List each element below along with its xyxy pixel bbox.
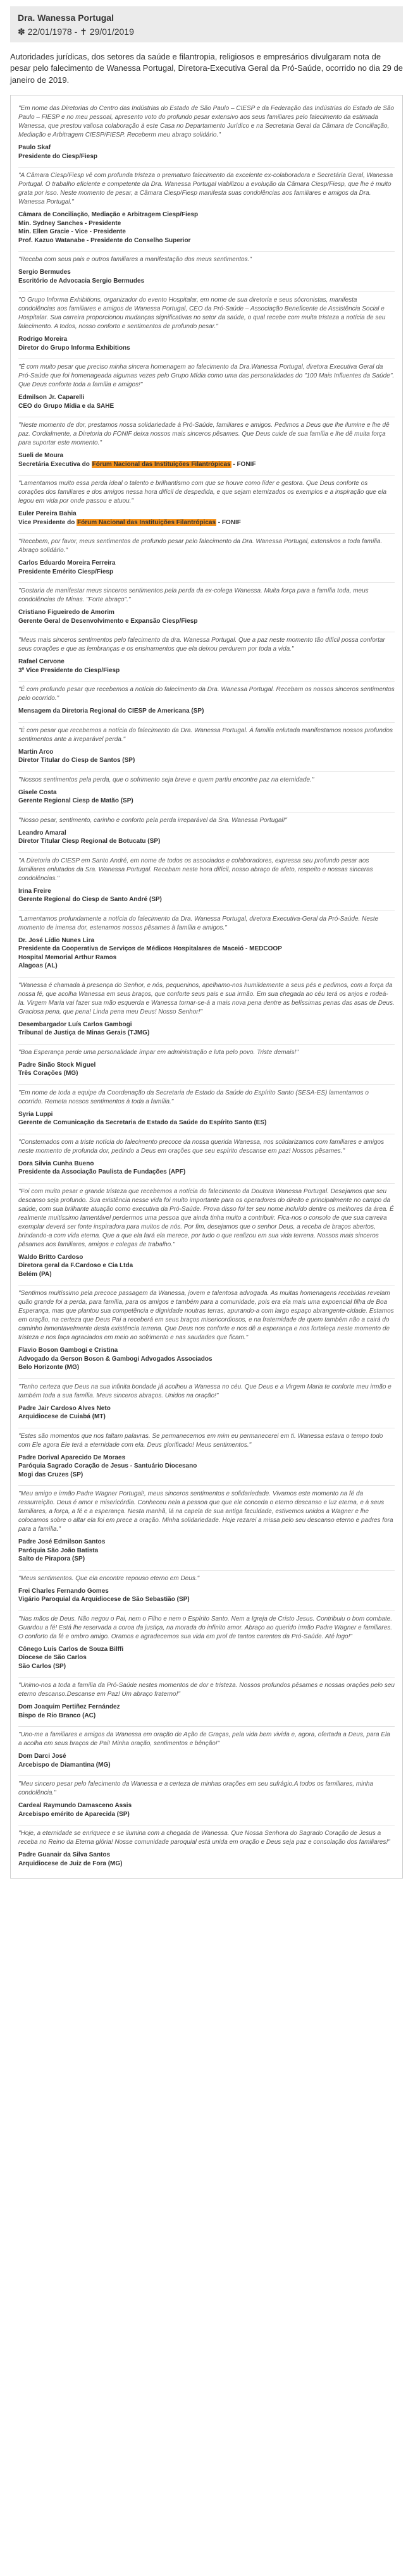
author-name: Irina Freire — [18, 887, 51, 895]
message-quote: "Sentimos muitíssimo pela precoce passagem da Wanessa, jovem e talentosa advogada. As muitas homenagens recebidas revelam quão grande foi a perda, para família, para os amigos e também para a comunidade, pois era ela mais uma expoencial filha de Boa Esperança, mas que plantou sua competência e dignidade noutras terras, apurando-a com largo espaço abrangente-cidade. Estamos em oração, na certeza que Deus Pai a receberá em seus braços misericordiosos, e na fraternidade de quem também não a cairá do caminho lamentavelmente desta existência terrena. Que Deus nos conforte e nos dê a esperança e nos fortaleça neste momento de tristeza e nos faça agraciados em meio ao sofrimento e nas saudades que ficam." — [18, 1290, 394, 1342]
message-quote: "Nas mãos de Deus. Não negou o Pai, nem o Filho e nem o Espírito Santo. Nem a Igreja de Cristo Jesus. Contribuiu o bom combate. Guardou a fé! Está lhe reservada a coroa da justiça, na morada do infinito amor. Abraço ao querido irmão Padre Wagner e familiares. O conforto da fé e ombro amigo. Oramos e agradecemos sua vida em prol de tantos carentes da Pró-Saúde. Até logo!" — [18, 1615, 393, 1640]
author-title: Tribunal de Justiça de Minas Gerais (TJMG) — [18, 1029, 150, 1037]
author-name: Desembargador Luís Carlos Gambogi — [18, 1021, 132, 1028]
message-quote: "Hoje, a eternidade se enriquece e se ilumina com a chegada de Wanessa. Que Nossa Senhora do Sagrado Coração de Jesus a receba no Reino da Eterna glória! Nosse comunidade paroquial está unida em oração e Deus seja paz e consolação dos familiares!" — [18, 1830, 390, 1846]
message-quote: "Em nome das Diretorias do Centro das Indústrias do Estado de São Paulo – CIESP e da Federação das Indústrias do Estado de São Paulo – FIESP e no meu pessoal, apresento voto do profundo pesar extensivo aos seus familiares pelo falecimento da estimada Wanessa, que prestou valiosa colaboração à este Casa no Departamento Jurídico e na Secretaria Geral da Câmara de Conciliação, Mediação e Arbitragem CIESP/FIESP. Receberm meu abraço solidário." — [18, 105, 395, 139]
message-author — [18, 1587, 395, 1604]
condolence-messages — [10, 95, 403, 1879]
message-author — [18, 658, 395, 675]
death-icon: ✝ — [80, 27, 87, 37]
author-title-text: Secretária Executiva do — [18, 460, 92, 468]
author-title-suffix: - FONIF — [216, 518, 241, 526]
message-author — [18, 211, 395, 245]
author-title: Gerente Regional Ciesp de Matão (SP) — [18, 797, 133, 805]
author-title: Diocese de São Carlos — [18, 1654, 87, 1662]
message-author — [18, 707, 395, 716]
condolence-message — [18, 583, 395, 632]
condolence-message — [18, 1184, 395, 1286]
message-quote: "Foi com muito pesar e grande tristeza que recebemos a notícia do falecimento da Doutora Wanessa Portugal. Desejamos que seu descanso seja profundo. Sua existência nesse vida foi muito importante para os operadores do direito e principalmente no campo da saúde, com sua brilhante atuação como executiva da Pró-Saúde. Prova disso foi ter seu nome incluído dentre os melhores da área. É realmente muitíssimo lamentável perdermos uma pessoa que ainda tinha muito a contribuir. Fica-nos o consolo de que sua carreira exemplar deverá ser fonte inspiradora para muitos de nós. Por fim, desejamos que o senhor Deus, a receba de braços abertos, brindando-a com vida eterna. Que a que ela fará ela merece, por tudo o que realizou em sua vida terrena. Nossos mais sinceros pêsames aos familiares, amigos e colegas de trabalho." — [18, 1187, 394, 1248]
author-name: Câmara de Conciliação, Mediação e Arbitragem Ciesp/Fiesp — [18, 211, 199, 219]
message-author — [18, 559, 395, 576]
author-title-suffix: - FONIF — [231, 460, 256, 468]
message-quote: "Constemados com a triste notícia do falecimento precoce da nossa querida Wanessa, nos solidarizamos com familiares e amigos neste momento de profunda dor, pedindo a Deus em orações que seu espírito descanse em paz! Nossos pêsames." — [18, 1138, 385, 1155]
author-name: Euler Pereira Bahia — [18, 510, 77, 518]
birth-icon: ✽ — [18, 27, 25, 37]
author-name: Cônego Luís Carlos de Souza Bilffi — [18, 1645, 124, 1653]
message-quote: "Neste momento de dor, prestamos nossa solidariedade à Pró-Saúde, familiares e amigos. Pedimos a Deus que lhe ilumine e lhe dê paz. Cordialmente, a Diretoria do FONIF deixa nossos mais sinceros pêsames. Que Deus cuide de sua família e lhe dê muita força para suportar este momento." — [18, 422, 390, 447]
message-quote: "Tenho certeza que Deus na sua infinita bondade já acolheu a Wanessa no céu. Que Deus e a Virgem Maria te conforte meu irmão e também toda a sua família. Meus sinceros abraços. Unidos na oração!" — [18, 1383, 391, 1399]
message-quote: "Em nome de toda a equipe da Coordenação da Secretaria de Estado da Saúde do Espírito Santo (SESA-ES) lamentamos o ocorrido. Remeta nossos sentimentos à toda a família." — [18, 1089, 369, 1105]
message-author — [18, 335, 395, 352]
life-dates — [18, 27, 395, 37]
condolence-message — [18, 723, 395, 772]
author-name: Rafael Cervone — [18, 658, 65, 666]
message-author — [18, 1538, 395, 1564]
condolence-message — [18, 1677, 395, 1727]
author-name: Dom Darci José — [18, 1753, 66, 1760]
author-name: Frei Charles Fernando Gomes — [18, 1587, 109, 1595]
message-author — [18, 1253, 395, 1279]
message-quote: "O Grupo Informa Exhibitions, organizador do evento Hospitalar, em nome de sua diretoria e seus sócronistas, manifesta condolências aos familiares e amigos de Wanessa Portugal, CEO da Pró-Saúde – Associação Beneficente de Assistência Social e Hospitalar. Sua carreira proporcionou mudanças significativas no setor da saúde, o qual recebe com muita tristeza a notícia de seu falecimento. A todos, nosso conforto e sentimentos de profundo pesar." — [18, 297, 386, 331]
author-name: Padre Dorival Aparecido De Moraes — [18, 1454, 126, 1461]
condolence-message — [18, 534, 395, 583]
author-title: Diretor Titular Ciesp Regional de Botucatu (SP) — [18, 838, 161, 845]
message-quote: "É com profundo pesar que recebemos a notícia do falecimento da Dra. Wanessa Portugal. Recebam os nossos sinceros sentimentos pelo ocorrido." — [18, 686, 395, 702]
condolence-message — [18, 911, 395, 978]
message-quote: "É com pesar que recebemos a notícia do falecimento da Dra. Wanessa Portugal. À família enlutada manifestamos nossos profundos sentimentos ante a irreparável perda." — [18, 727, 393, 743]
author-title: Paróquia São João Batista — [18, 1547, 99, 1554]
message-quote: "Nosso pesar, sentimento, carinho e conforto pela perda irreparável da Sra. Wanessa Portugal!" — [18, 816, 287, 824]
message-author — [18, 829, 395, 846]
author-name: Carlos Eduardo Moreira Ferreira — [18, 560, 116, 567]
message-quote: "Unimo-nos a toda a família da Pró-Saúde nestes momentos de dor e tristeza. Nossos profundos pêsames e nossas orações pelo seu eterno descanso.Descanse em Paz! Um abraço fraterno!" — [18, 1682, 395, 1698]
author-title: Três Corações (MG) — [18, 1070, 78, 1077]
message-quote: "A Diretoria do CIESP em Santo André, em nome de todos os associados e colaboradores, expressa seu profundo pesar aos familiares enlutados da Sra. Wanessa Portugal. Recebam neste hora difícil, nosso abraço de afeto, respeito e nossas sinceras condolências." — [18, 857, 373, 882]
condolence-message — [18, 813, 395, 853]
condolence-message — [18, 417, 395, 475]
author-title: Min. Ellen Gracie - Vice - Presidente — [18, 228, 126, 236]
author-title: Diretor do Grupo Informa Exhibitions — [18, 344, 130, 352]
author-title: Diretora geral da F.Cardoso e Cia Ltda — [18, 1262, 133, 1270]
condolence-message — [18, 168, 395, 252]
author-name: Mensagem da Diretoria Regional do CIESP de Americana (SP) — [18, 708, 204, 715]
condolence-message — [18, 475, 395, 534]
condolence-message — [18, 1825, 395, 1874]
author-title: Presidente da Associação Paulista de Fundações (APF) — [18, 1168, 186, 1176]
deceased-name: Dra. Wanessa Portugal — [18, 13, 114, 23]
message-author — [18, 1404, 395, 1421]
message-author — [18, 1703, 395, 1720]
author-title: Arquidiocese de Cuiabá (MT) — [18, 1413, 106, 1421]
author-title: Paróquia Sagrado Coração de Jesus - Santuário Diocesano — [18, 1463, 197, 1470]
message-author — [18, 748, 395, 765]
condolence-message — [18, 1045, 395, 1085]
death-date: 29/01/2019 — [89, 27, 134, 37]
author-name: Cardeal Raymundo Damasceno Assis — [18, 1802, 132, 1810]
author-title: Presidente da Cooperativa de Serviços de Médicos Hospitalares de Maceió - MEDCOOP — [18, 945, 282, 953]
highlighted-organization: Fórum Nacional das Instituições Filantrópicas — [92, 460, 231, 468]
author-title: São Carlos (SP) — [18, 1662, 66, 1670]
author-title: Gerente de Comunicação da Secretaria de Estado da Saúde do Espírito Santo (ES) — [18, 1119, 267, 1127]
message-quote: "Meus sentimentos. Que ela encontre repouso eterno em Deus." — [18, 1574, 200, 1582]
message-author — [18, 1346, 395, 1372]
author-title: Arcebispo emérito de Aparecida (SP) — [18, 1810, 130, 1818]
condolence-message — [18, 1727, 395, 1776]
author-title: Arcebispo de Diamantina (MG) — [18, 1761, 111, 1769]
obituary-header — [10, 6, 403, 42]
author-title-text: Vice Presidente do — [18, 518, 77, 526]
condolence-message — [18, 978, 395, 1045]
condolence-message — [18, 252, 395, 292]
message-author — [18, 268, 395, 285]
message-author — [18, 1801, 395, 1819]
message-author — [18, 393, 395, 410]
author-name: Flavio Boson Gambogi e Cristina — [18, 1347, 118, 1354]
condolence-message — [18, 1486, 395, 1571]
condolence-message — [18, 632, 395, 682]
author-name: Gisele Costa — [18, 788, 57, 796]
message-quote: "Boa Esperança perde uma personalidade ímpar em administração e luta pelo povo. Triste demais!" — [18, 1048, 299, 1056]
message-quote: "Meu sincero pesar pelo falecimento da Wanessa e a certeza de minhas orações em seu sufrágio.A todos os familiares, minha condolência." — [18, 1781, 374, 1797]
message-quote: "Lamentamos profundamente a notícia do falecimento da Dra. Wanessa Portugal, diretora Executiva-Geral da Pró-Saúde. Neste momento de imensa dor, estenamos nossos pêsames à família e amigos." — [18, 915, 379, 931]
intro-paragraph: Autoridades jurídicas, dos setores da saúde e filantropia, religiosos e empresários divulgaram nota de pesar pelo falecimento de Wanessa Portugal, Diretora-Executiva Geral da Pró-Saúde, ocorrido no dia 29 de janeiro de 2019. — [10, 52, 403, 85]
message-author — [18, 144, 395, 161]
author-title: Arquidiocese de Juiz de Fora (MG) — [18, 1860, 123, 1867]
condolence-message — [18, 1611, 395, 1678]
author-name: Sueli de Moura — [18, 452, 64, 460]
author-title: Hospital Memorial Arthur Ramos — [18, 954, 117, 961]
author-name: Leandro Amaral — [18, 829, 66, 837]
message-author — [18, 451, 395, 469]
condolence-message — [18, 1428, 395, 1487]
message-author — [18, 1160, 395, 1177]
author-name: Padre José Edmilson Santos — [18, 1538, 106, 1546]
author-title: CEO do Grupo Mídia e da SAHE — [18, 402, 114, 410]
author-name: Padre Sinão Stock Miguel — [18, 1061, 96, 1069]
message-quote: "Meus mais sinceros sentimentos pelo falecimento da dra. Wanessa Portugal. Que a paz neste momento tão difícil possa confortar seus corações e que as lembranças e os ensinamentos que ela deixou perdurem por toda a vida." — [18, 637, 385, 653]
message-author — [18, 1110, 395, 1127]
author-title: Vigário Paroquial da Arquidiocese de São Sebastião (SP) — [18, 1596, 190, 1604]
author-title: Gerente Geral de Desenvolvimento e Expansão Ciesp/Fiesp — [18, 617, 198, 625]
condolence-message — [18, 359, 395, 417]
message-quote: "Uno-me a familiares e amigos da Wanessa em oração de Ação de Graças, pela vida bem vivida e, agora, ofertada a Deus, para Ela a acolha em seus braços de Pai! Minha oração, sentimentos e bênção!" — [18, 1731, 390, 1748]
author-title: Presidente Emérito Ciesp/Fiesp — [18, 568, 114, 575]
author-name: Padre Jair Cardoso Alves Neto — [18, 1404, 111, 1412]
message-quote: "Nossos sentimentos pela perda, que o sofrimento seja breve e quem partiu encontre paz na eternidade." — [18, 776, 314, 783]
condolence-message — [18, 1085, 395, 1134]
message-quote: "Wanessa é chamada à presença do Senhor, e nós, pequeninos, apelhamo-nos humildemente a seus pés e pedimos, com a força da nossa fé, que acolha Wanessa em seus braços, que conforte seus pais e sua irmão. Em sua chegada ao céu terá os anjos e rodeá-la. Virgem Maria vai fazer sua mão esquerda e Wanessa tornar-se-á a mais nova pena dentre as belíssimas penas das asas de Deus. Graciosa pena, que pena! Linda pena meu Deus! Nosso Senhor!" — [18, 981, 395, 1015]
message-quote: "Gostaria de manifestar meus sinceros sentimentos pela perda da ex-colega Wanessa. Muita força para a família toda, meus condolências de Minas. "Forte abraço"." — [18, 587, 369, 604]
message-author — [18, 1752, 395, 1769]
author-title: 3º Vice Presidente do Ciesp/Fiesp — [18, 666, 120, 674]
message-author — [18, 1645, 395, 1671]
condolence-message — [18, 1776, 395, 1825]
condolence-message — [18, 1285, 395, 1379]
message-quote: "Meu amigo e irmão Padre Wagner Portugal!, meus sinceros sentimentos e solidariedade. Vivamos este momento na fé da ressurreição. Deus é amor e misericórdia. Conheceu nela a pessoa que que ele conceda o eterno descanso e luz eterna, e à seus familiares, a força, a fé e a esperança. Nesta manhã, lá na capela de sua antiga faculdade, estivemos unidos a Wagner e lhe colocamos sobre o altar ela foi em prece a oração. Minha solidariedade. Hoje rezarei a missa pelo seu descanso eterno e padres fora para a família." — [18, 1490, 393, 1533]
message-author — [18, 1454, 395, 1480]
author-name: Cristiano Figueiredo de Amorim — [18, 609, 114, 616]
message-author — [18, 936, 395, 971]
author-name: Paulo Skaf — [18, 144, 51, 152]
author-title — [18, 518, 395, 527]
message-quote: "É com muito pesar que preciso minha sincera homenagem ao falecimento da Dra.Wanessa Portugal, diretora Executiva Geral da Pró-Saúde que foi homenageada algumas vezes pelo Grupo Mídia como uma das personalidades do "100 Mais Influentes da Saúde". Que Deus conforte toda a família e amigos!" — [18, 364, 395, 389]
author-name: Sergio Bermudes — [18, 269, 71, 276]
message-quote: "A Câmara Ciesp/Fiesp vê com profunda tristeza o prematuro falecimento da excelente ex-colaboradora e Secretária Geral, Wanessa Portugal. O trabalho eficiente e competente da Dra. Wanessa Portugal viabilizou a evolução da Câmara Ciesp/Fiesp, que lhe é muito grata por isso. Neste momento de pesar, a Câmara Ciesp/Fiesp manifesta suas condolências aos familiares e amigos da Dra. Wanessa Portugal." — [18, 172, 393, 206]
author-title: Advogado da Gerson Boson & Gambogi Advogados Associados — [18, 1355, 213, 1363]
condolence-message — [18, 853, 395, 911]
author-title: Escritório de Advocacia Sergio Bermudes — [18, 277, 145, 285]
message-quote: "Receba com seus pais e outros familiares a manifestação dos meus sentimentos." — [18, 256, 252, 264]
author-title: Alagoas (AL) — [18, 962, 58, 970]
condolence-message — [18, 101, 395, 168]
author-name: Rodrigo Moreira — [18, 336, 68, 343]
message-author — [18, 608, 395, 625]
condolence-message — [18, 1134, 395, 1184]
author-title: Presidente do Ciesp/Fiesp — [18, 152, 98, 160]
condolence-message — [18, 1571, 395, 1611]
dates-separator: - — [74, 27, 78, 37]
author-title: Diretor Titular do Ciesp de Santos (SP) — [18, 757, 135, 764]
author-title — [18, 460, 395, 469]
message-author — [18, 788, 395, 806]
author-name: Waldo Britto Cardoso — [18, 1253, 83, 1261]
author-title: Bispo de Rio Branco (AC) — [18, 1712, 96, 1719]
author-name: Dora Silvia Cunha Bueno — [18, 1160, 94, 1167]
message-author — [18, 887, 395, 904]
author-name: Edmilson Jr. Caparelli — [18, 394, 85, 402]
message-quote: "Estes são momentos que nos faltam palavras. Se permanecemos em mim eu permanecerei em ti. Wanessa estava o tempo todo com Ele agora Ele terá a eternidade com ela. Deus glorificado! Meus sentimentos." — [18, 1432, 383, 1449]
message-author — [18, 1851, 395, 1868]
condolence-message — [18, 292, 395, 359]
author-title: Gerente Regional do Ciesp de Santo André (SP) — [18, 896, 162, 904]
author-title: Belo Horizonte (MG) — [18, 1364, 80, 1371]
message-quote: "Recebem, por favor, meus sentimentos de profundo pesar pelo falecimento da Dra. Wanessa Portugal, extensivos a toda família. Abraço solidário." — [18, 538, 383, 555]
author-title: Min. Sydney Sanches - Presidente — [18, 219, 121, 227]
author-title: Prof. Kazuo Watanabe - Presidente do Conselho Superior — [18, 236, 191, 244]
author-name: Dr. José Lídio Nunes Lira — [18, 936, 95, 944]
condolence-message — [18, 1379, 395, 1428]
author-title: Belém (PA) — [18, 1270, 52, 1278]
author-title: Salto de Pirapora (SP) — [18, 1555, 85, 1563]
author-name: Padre Guanair da Silva Santos — [18, 1851, 111, 1859]
highlighted-organization: Fórum Nacional das Instituições Filantrópicas — [77, 518, 216, 526]
message-author — [18, 1021, 395, 1038]
author-name: Dom Joaquim Pertiñez Fernández — [18, 1703, 120, 1711]
author-name: Syria Luppi — [18, 1110, 53, 1118]
condolence-message — [18, 682, 395, 723]
message-quote: "Lamentamos muito essa perda ideal o talento e brilhantismo com que se houve como líder e gestora. Que Deus conforte os corações dos familiares e dos amigos nessa hora difícil de despedida, e que sejam eternizados os exemplos e a inspiração que ela legou em vida por onde passou e atuou." — [18, 480, 387, 505]
birth-date: 22/01/1978 — [27, 27, 72, 37]
message-author — [18, 510, 395, 527]
author-title: Mogi das Cruzes (SP) — [18, 1471, 83, 1478]
message-author — [18, 1061, 395, 1078]
author-name: Martin Arco — [18, 748, 54, 756]
condolence-message — [18, 772, 395, 813]
